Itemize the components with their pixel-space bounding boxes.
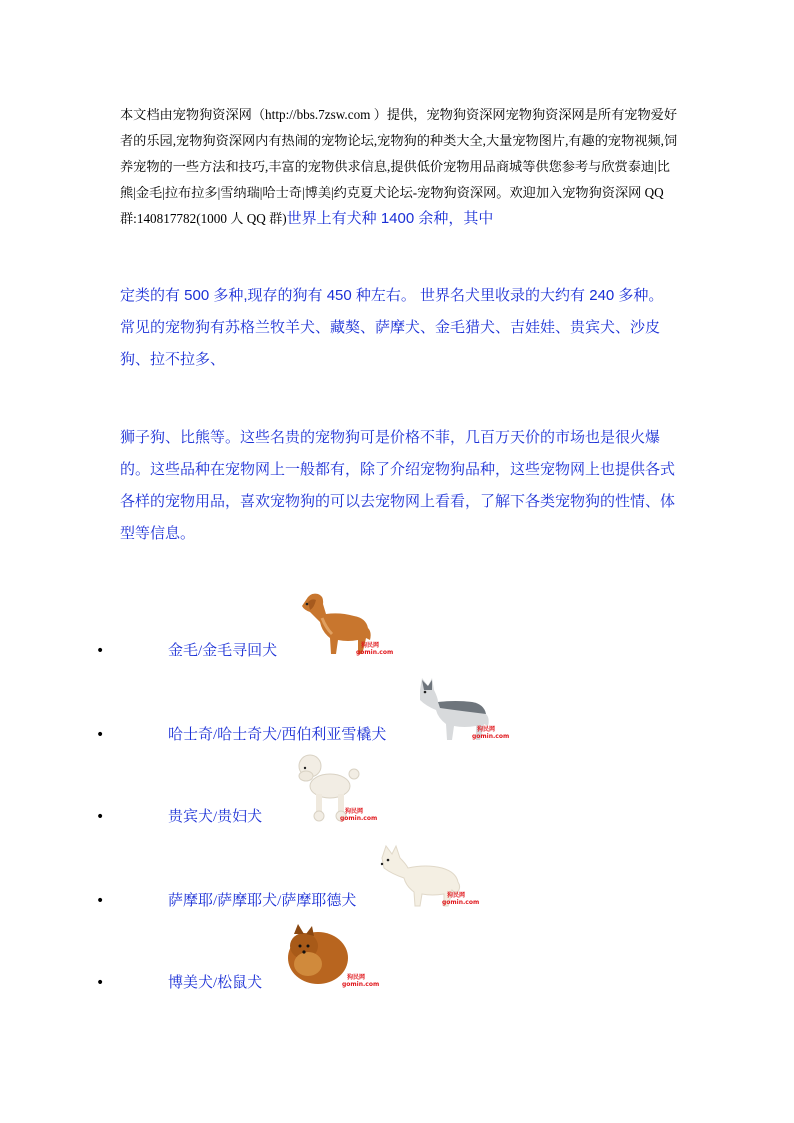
watermark-logo: 狗民网 gomin.com bbox=[356, 642, 394, 656]
watermark-logo: 狗民网 gomin.com bbox=[342, 974, 380, 988]
breed-link[interactable]: 贵宾犬/贵妇犬 bbox=[168, 809, 263, 825]
breed-link[interactable]: 金毛/金毛寻回犬 bbox=[168, 643, 278, 659]
intro-paragraph bbox=[120, 102, 680, 232]
watermark-logo: 狗民网 gomin.com bbox=[472, 726, 510, 740]
list-item bbox=[0, 912, 794, 992]
breed-market-paragraph: 狮子狗、比熊等。这些名贵的宠物狗可是价格不菲，几百万天价的市场也是很火爆的。这些品种在宠物网上一般都有，除了介绍宠物狗品种，这些宠物网上也提供各式各样的宠物用品，喜欢宠物狗的可以去宠物网上看看，了解下各类宠物狗的性情、体型等信息。 bbox=[120, 429, 676, 542]
bullet: • bbox=[96, 643, 105, 659]
breed-link[interactable]: 萨摩耶/萨摩耶犬/萨摩耶德犬 bbox=[168, 893, 357, 909]
bullet: • bbox=[96, 893, 105, 909]
intro-text: 本文档由宠物狗资深网（http://bbs.7zsw.com ）提供，宠物狗资深网宠物狗资深网是所有宠物爱好者的乐园,宠物狗资深网内有热闹的宠物论坛,宠物狗的种类大全,大量宠物图片,有趣的宠物视频,饲养宠物的一些方法和技巧,丰富的宠物供求信息,提供低价宠物用品商城等供您参考与欣赏泰迪|比熊|金毛|拉布拉多|雪纳瑞|哈士奇|博美|约克夏犬论坛-宠物狗资深网。欢迎加入宠物狗资深网 QQ 群:140817782(1000 人 QQ 群) bbox=[120, 107, 678, 226]
watermark-logo: 狗民网 gomin.com bbox=[442, 892, 480, 906]
bullet: • bbox=[96, 809, 105, 825]
breed-intro-paragraph: 定类的有 500 多种,现存的狗有 450 种左右。 世界名犬里收录的大约有 240 多种。常见的宠物狗有苏格兰牧羊犬、藏獒、萨摩犬、金毛猎犬、吉娃娃、贵宾犬、沙皮狗、拉不拉多、 bbox=[120, 287, 664, 368]
list-item bbox=[0, 830, 794, 910]
list-item bbox=[0, 746, 794, 826]
watermark-logo: 狗民网 gomin.com bbox=[340, 808, 378, 822]
intro-blue-text: 世界上有犬种 1400 余种，其中 bbox=[286, 210, 494, 227]
list-item bbox=[0, 664, 794, 744]
bullet: • bbox=[96, 975, 105, 991]
bullet: • bbox=[96, 727, 105, 743]
list-item bbox=[0, 580, 794, 660]
breed-link[interactable]: 博美犬/松鼠犬 bbox=[168, 975, 263, 991]
breed-link[interactable]: 哈士奇/哈士奇犬/西伯利亚雪橇犬 bbox=[168, 727, 387, 743]
